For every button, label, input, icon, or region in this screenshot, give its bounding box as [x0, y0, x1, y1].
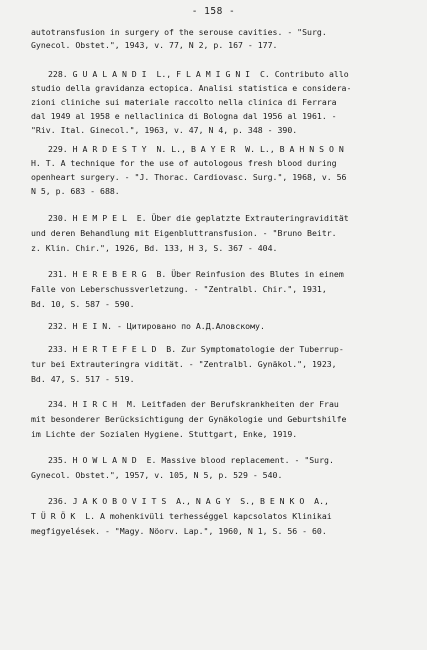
text-line: megfigyelések. - "Magy. Nöorv. Lap.", 1960, N 1, S. 56 - 60. [31, 526, 327, 536]
text-line: und deren Behandlung mit Eigenbluttransfusion. - "Bruno Beitr. [31, 228, 337, 238]
text-line: 231. H E R E B E R G B. Über Reinfusion des Blutes in einem [48, 269, 344, 279]
text-line: 236. J A K O B O V I T S A., N A G Y S., B E N K O A., [48, 496, 329, 506]
text-line: z. Klin. Chir.", 1926, Bd. 133, H 3, S. 367 - 404. [31, 243, 278, 253]
text-line: mit besonderer Berücksichtigung der Gynäkologie und Geburtshilfe [31, 414, 347, 424]
text-line: 230. H E M P E L E. Über die geplatzte Extrauteringravidität [48, 213, 349, 223]
page-number: - 158 - [191, 6, 236, 17]
text-line: im Lichte der Sozialen Hygiene. Stuttgart, Enke, 1919. [31, 429, 298, 439]
text-line: 229. H A R D E S T Y N. L., B A Y E R W. L., B A H N S O N [48, 144, 344, 154]
text-line: Bd. 47, S. 517 - 519. [31, 374, 135, 384]
text-line: Bd. 10, S. 587 - 590. [31, 299, 135, 309]
text-line: 228. G U A L A N D I L., F L A M I G N I C. Contributo allo [48, 69, 349, 79]
text-line: 235. H O W L A N D E. Massive blood replacement. - "Surg. [48, 455, 334, 465]
text-line: openheart surgery. - "J. Thorac. Cardiovasc. Surg.", 1968, v. 56 [31, 172, 347, 182]
text-line: H. T. A technique for the use of autologous fresh blood during [31, 158, 337, 168]
text-line: 232. H E I N. - Цитировано по А.Д.Аловскому. [48, 321, 265, 331]
text-line: "Riv. Ital. Ginecol.", 1963, v. 47, N 4, p. 348 - 390. [31, 125, 298, 135]
text-line: N 5, p. 683 - 688. [31, 186, 120, 196]
text-line: studio della gravidanza ectopica. Analisi statistica e considera- [31, 83, 352, 93]
text-line: 233. H E R T E F E L D B. Zur Symptomatologie der Tuberrup- [48, 344, 344, 354]
text-line: zioni cliniche sui materiale raccolto nella clinica di Ferrara [31, 97, 337, 107]
text-line: tur bei Extrauteringra vidität. - "Zentralbl. Gynäkol.", 1923, [31, 359, 337, 369]
text-line: dal 1949 al 1958 e nellaclinica di Bologna dal 1956 al 1961. - [31, 111, 337, 121]
text-line: 234. H I R C H M. Leitfaden der Berufskrankheiten der Frau [48, 399, 339, 409]
text-line: Gynecol. Obstet.", 1943, v. 77, N 2, p. 167 - 177. [31, 40, 278, 50]
text-line: Falle von Leberschussverletzung. - "Zentralbl. Chir.", 1931, [31, 284, 327, 294]
text-line: T Ü R Ö K L. A mohenkivüli terhességgel kapcsolatos Klinikai [31, 511, 332, 521]
text-line: autotransfusion in surgery of the serouse cavities. - "Surg. [31, 27, 327, 37]
text-line: Gynecol. Obstet.", 1957, v. 105, N 5, p. 529 - 540. [31, 470, 283, 480]
